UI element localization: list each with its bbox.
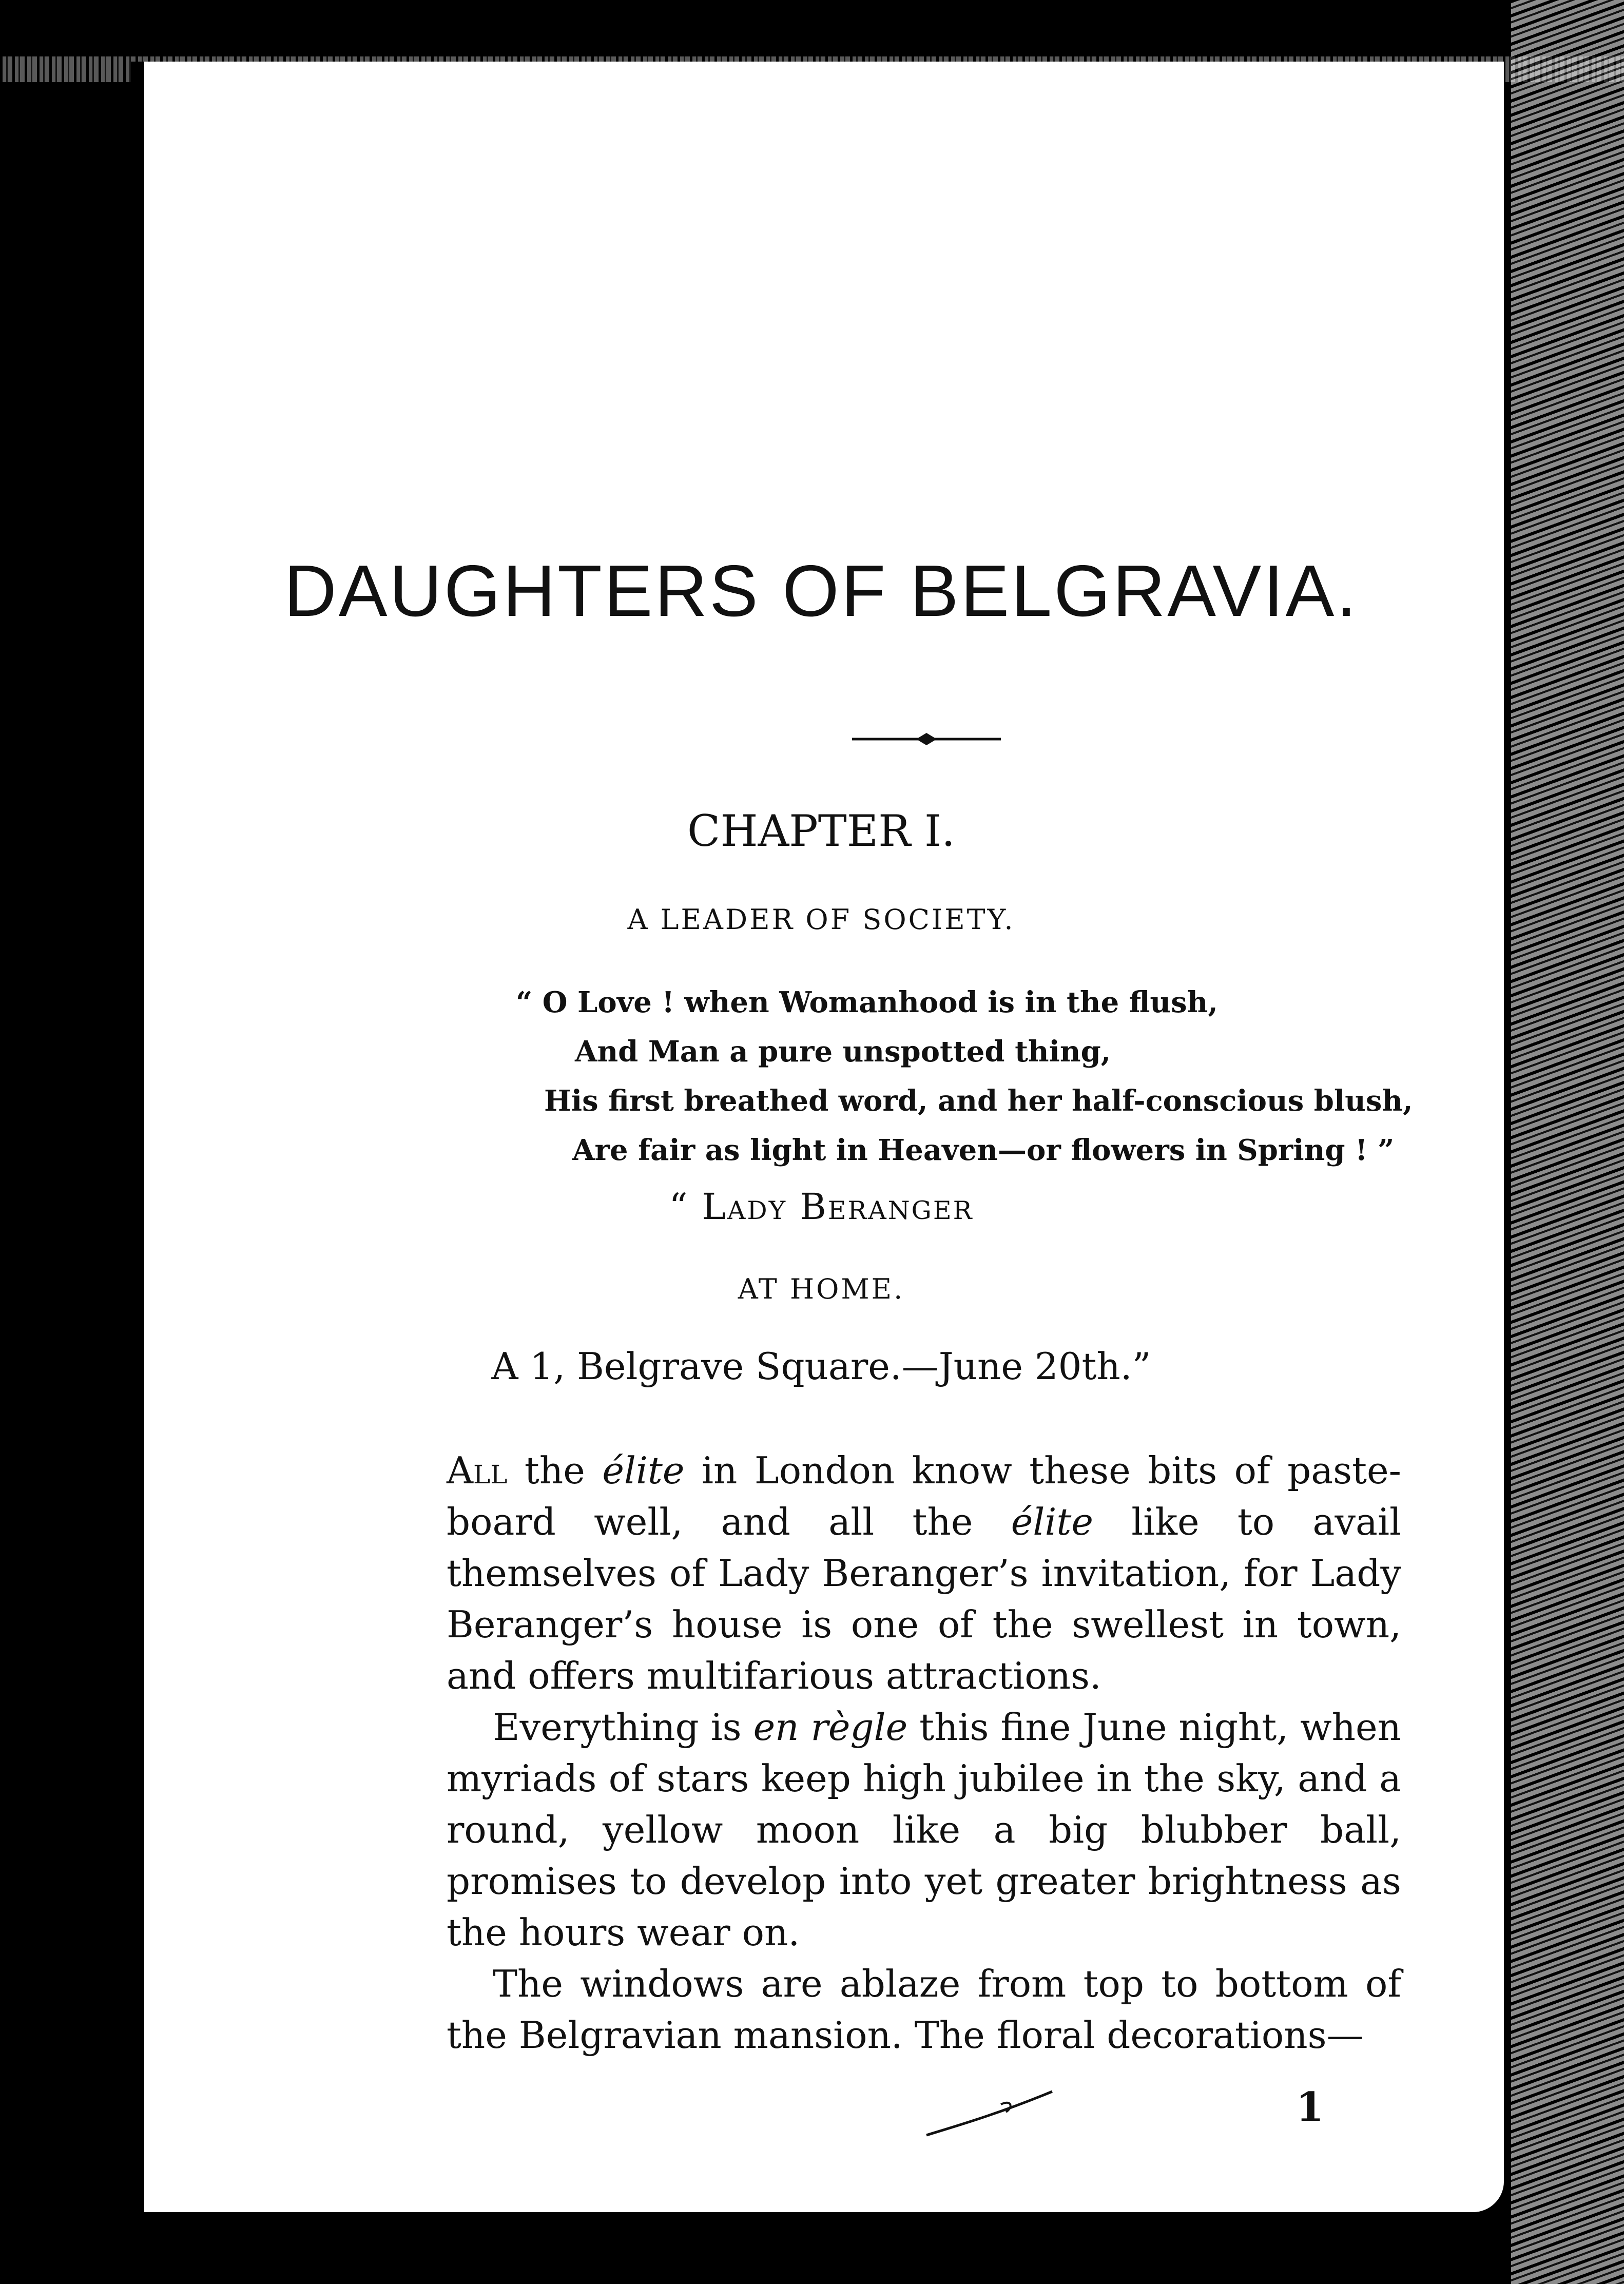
text-run: like to avail themselves of Lady Beranger’s invitation, for Lady Beranger’s house is one of the swellest in town, and offers multifarious attractions.	[447, 1500, 1401, 1697]
chapter-heading: CHAPTER I.	[687, 806, 955, 856]
paragraph	[447, 1445, 1401, 1701]
paragraph	[447, 1701, 1401, 1958]
paragraph	[447, 1958, 1401, 2061]
epigraph	[516, 978, 1413, 1175]
italic-run: en règle	[753, 1706, 908, 1749]
text-run: The windows are ablaze from top to bottom of the Belgravian mansion. The floral decorations—	[447, 1962, 1401, 2057]
page-number: 1	[1296, 2084, 1324, 2131]
text-run: in London know these bits of paste-board well, and all the	[447, 1449, 1401, 1543]
ink-blot	[103, 2109, 133, 2140]
body-text	[447, 1445, 1401, 2061]
pen-mark	[924, 2084, 1057, 2140]
epigraph-line: His first breathed word, and her half-conscious blush,	[544, 1084, 1413, 1118]
invitation-address: A 1, Belgrave Square.—June 20th.”	[491, 1345, 1151, 1388]
drop-word: All	[447, 1449, 508, 1492]
page-gutter-shadow	[131, 62, 144, 2212]
epigraph-line: And Man a pure unspotted thing,	[575, 1035, 1111, 1069]
italic-run: élite	[602, 1449, 685, 1492]
text-run: the	[507, 1449, 603, 1492]
epigraph-line: Are fair as light in Heaven—or flowers in Spring ! ”	[572, 1133, 1395, 1167]
divider-ornament	[852, 729, 1001, 749]
epigraph-line: “ O Love ! when Womanhood is in the flush,	[516, 985, 1218, 1019]
book-page	[139, 62, 1504, 2212]
invitation-at-home: AT HOME.	[738, 1273, 905, 1305]
italic-run: élite	[1011, 1500, 1093, 1543]
text-run: this fine June night, when myriads of stars keep high jubilee in the sky, and a round, yellow moon like a big blubber ball, promises to develop into yet greater brightness as the hours wear on.	[447, 1706, 1402, 1954]
scan-bottom-edge	[139, 2212, 1504, 2228]
scan-right-edge	[1511, 0, 1624, 2284]
text-run: Everything is	[493, 1706, 753, 1749]
invitation-name: “ Lady Beranger	[669, 1186, 974, 1228]
chapter-title: A LEADER OF SOCIETY.	[627, 903, 1015, 936]
book-title: DAUGHTERS OF BELGRAVIA.	[284, 550, 1359, 632]
